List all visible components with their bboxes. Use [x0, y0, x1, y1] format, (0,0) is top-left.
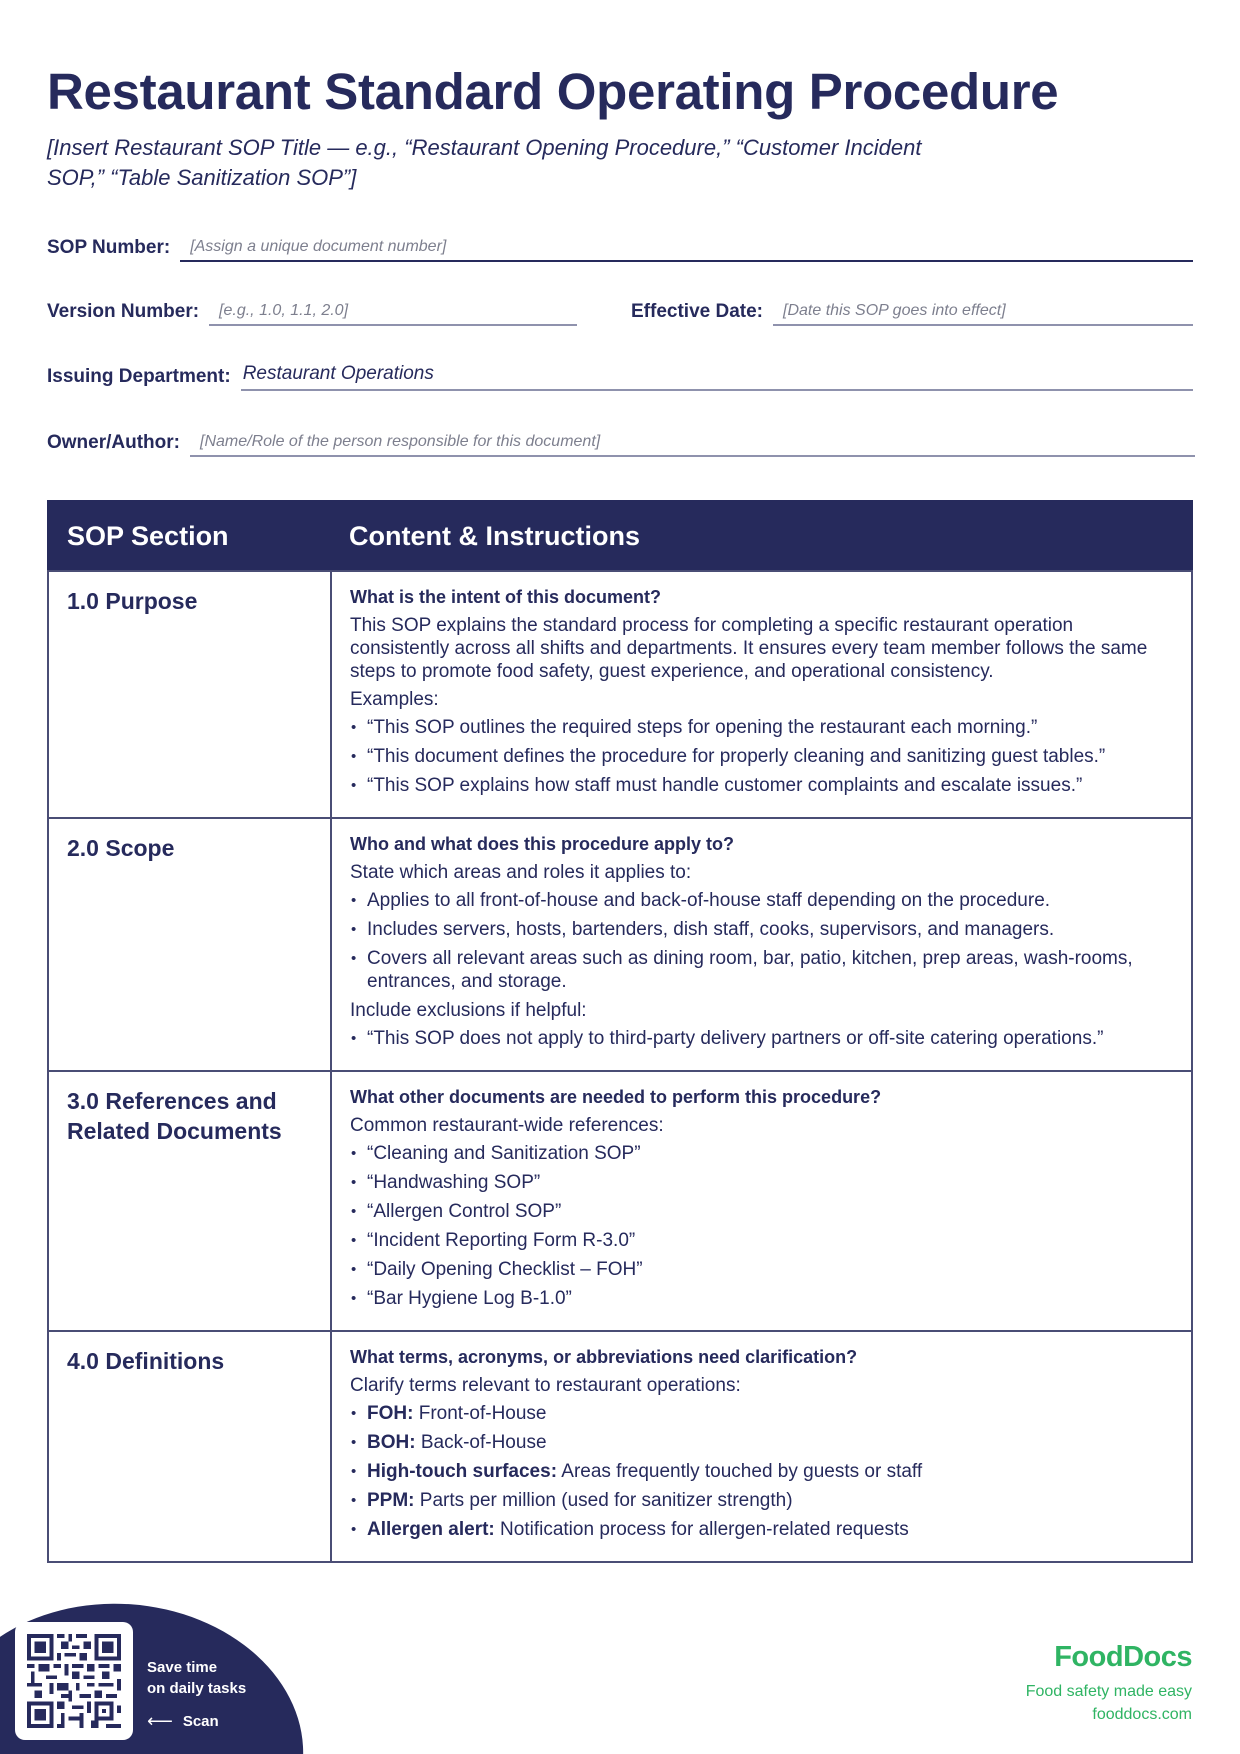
sop-number-label: SOP Number:	[47, 237, 171, 258]
definition-item	[350, 1431, 1173, 1454]
sop-number-input[interactable]	[180, 232, 1193, 262]
section-intro: Clarify terms relevant to restaurant operations:	[350, 1375, 741, 1396]
owner-author-label: Owner/Author:	[47, 432, 180, 453]
section-question: What is the intent of this document?	[350, 587, 661, 607]
brand-tagline: Food safety made easy	[1025, 1683, 1192, 1700]
definitions-list	[350, 1402, 1173, 1541]
qr-promo-line2: on daily tasks	[147, 1680, 247, 1697]
list-item: • “This document defines the procedure for properly cleaning and sanitizing guest tables.”	[350, 745, 1173, 768]
section-content	[331, 1331, 1192, 1562]
version-number-label: Version Number:	[47, 301, 200, 322]
arrow-left-icon: ⟵	[147, 1711, 173, 1731]
definition-text: Back-of-House	[420, 1432, 547, 1453]
list-item: • “This SOP does not apply to third-party delivery partners or off-site catering operations.”	[350, 1027, 1173, 1050]
definition-term: BOH:	[367, 1432, 416, 1453]
definition-term: PPM:	[367, 1490, 415, 1511]
header-sop-section: SOP Section	[48, 501, 331, 571]
effective-date-label: Effective Date:	[631, 301, 763, 322]
sop-number-field	[47, 232, 1193, 262]
definition-term: High-touch surfaces:	[367, 1461, 558, 1482]
definition-text: Notification process for allergen-related requests	[500, 1519, 909, 1540]
document-title: Restaurant Standard Operating Procedure	[47, 63, 1059, 120]
section-title: 3.0 References and Related Documents	[48, 1071, 331, 1331]
definition-text: Parts per million (used for sanitizer strength)	[419, 1490, 793, 1511]
owner-author-value: [Name/Role of the person responsible for this document]	[200, 433, 601, 450]
list-item: • “Daily Opening Checklist – FOH”	[350, 1258, 1173, 1281]
references-list	[350, 1142, 1173, 1310]
exclusions-list	[350, 1027, 1173, 1050]
list-item: • “This SOP outlines the required steps for opening the restaurant each morning.”	[350, 716, 1173, 739]
table-row-definitions	[48, 1331, 1192, 1562]
section-title: 1.0 Purpose	[48, 571, 331, 818]
issuing-department-field	[47, 361, 1193, 391]
section-question: What other documents are needed to perform this procedure?	[350, 1087, 882, 1107]
version-number-field	[47, 296, 577, 326]
definition-item	[350, 1402, 1173, 1425]
list-item: • “Allergen Control SOP”	[350, 1200, 1173, 1223]
definition-term: FOH:	[367, 1403, 414, 1424]
effective-date-field	[631, 296, 1193, 326]
table-row-purpose	[48, 571, 1192, 818]
section-question: What terms, acronyms, or abbreviations need clarification?	[350, 1347, 858, 1367]
effective-date-input[interactable]	[773, 296, 1193, 326]
definition-term: Allergen alert:	[367, 1519, 495, 1540]
table-row-references	[48, 1071, 1192, 1331]
issuing-department-label: Issuing Department:	[47, 366, 231, 387]
definition-text: Front-of-House	[418, 1403, 547, 1424]
list-item: • Applies to all front-of-house and back-of-house staff depending on the procedure.	[350, 889, 1173, 912]
section-content	[331, 571, 1192, 818]
examples-label: Examples:	[350, 689, 439, 710]
list-item: • “Incident Reporting Form R-3.0”	[350, 1229, 1173, 1252]
scan-label: Scan	[182, 1713, 219, 1730]
sop-number-value: [Assign a unique document number]	[190, 238, 447, 255]
section-intro: This SOP explains the standard process for completing a specific restaurant operation consistently across all shifts and departments. It ensures every team member follows the same steps to promote food safety, guest experience, and operational consistency.	[350, 615, 1148, 682]
scan-prompt	[147, 1711, 219, 1732]
qr-code[interactable]	[15, 1622, 133, 1740]
scope-list	[350, 889, 1173, 993]
issuing-department-value: Restaurant Operations	[242, 363, 434, 384]
qr-promo-text	[147, 1657, 246, 1699]
owner-author-field	[47, 427, 1195, 457]
issuing-department-input[interactable]	[241, 361, 1193, 391]
brand-logo: FoodDocs	[1054, 1641, 1192, 1673]
table-header-row	[48, 501, 1192, 571]
section-question: Who and what does this procedure apply to?	[350, 834, 735, 854]
list-item: • “Cleaning and Sanitization SOP”	[350, 1142, 1173, 1165]
section-content	[331, 818, 1192, 1071]
list-item: • Covers all relevant areas such as dining room, bar, patio, kitchen, prep areas, wash-rooms, entrances, and storage.	[350, 947, 1173, 993]
table-row-scope	[48, 818, 1192, 1071]
brand-block	[1026, 1640, 1192, 1726]
section-intro: State which areas and roles it applies to:	[350, 862, 692, 883]
header-content-instructions: Content & Instructions	[331, 501, 1192, 571]
exclusions-label: Include exclusions if helpful:	[350, 1000, 587, 1021]
definition-item	[350, 1489, 1173, 1512]
definition-item	[350, 1460, 1173, 1483]
list-item: • “Handwashing SOP”	[350, 1171, 1173, 1194]
version-number-input[interactable]	[209, 296, 577, 326]
section-title: 4.0 Definitions	[48, 1331, 331, 1562]
section-intro: Common restaurant-wide references:	[350, 1115, 664, 1136]
definition-item	[350, 1518, 1173, 1541]
section-title: 2.0 Scope	[48, 818, 331, 1071]
version-number-value: [e.g., 1.0, 1.1, 2.0]	[219, 302, 349, 319]
definition-text: Areas frequently touched by guests or staff	[561, 1461, 923, 1482]
qr-code-icon	[27, 1634, 121, 1728]
list-item: • Includes servers, hosts, bartenders, dish staff, cooks, supervisors, and managers.	[350, 918, 1173, 941]
sop-table	[47, 500, 1193, 1563]
brand-url-link[interactable]: fooddocs.com	[1092, 1706, 1192, 1723]
qr-promo-line1: Save time	[147, 1659, 218, 1676]
document-subtitle: [Insert Restaurant SOP Title — e.g., “Restaurant Opening Procedure,” “Customer Incident SOP,” “Table Sanitization SOP”]	[47, 135, 922, 190]
owner-author-input[interactable]	[190, 427, 1195, 457]
section-content	[331, 1071, 1192, 1331]
list-item: • “This SOP explains how staff must handle customer complaints and escalate issues.”	[350, 774, 1173, 797]
effective-date-value: [Date this SOP goes into effect]	[783, 302, 1006, 319]
list-item: • “Bar Hygiene Log B-1.0”	[350, 1287, 1173, 1310]
examples-list	[350, 716, 1173, 797]
